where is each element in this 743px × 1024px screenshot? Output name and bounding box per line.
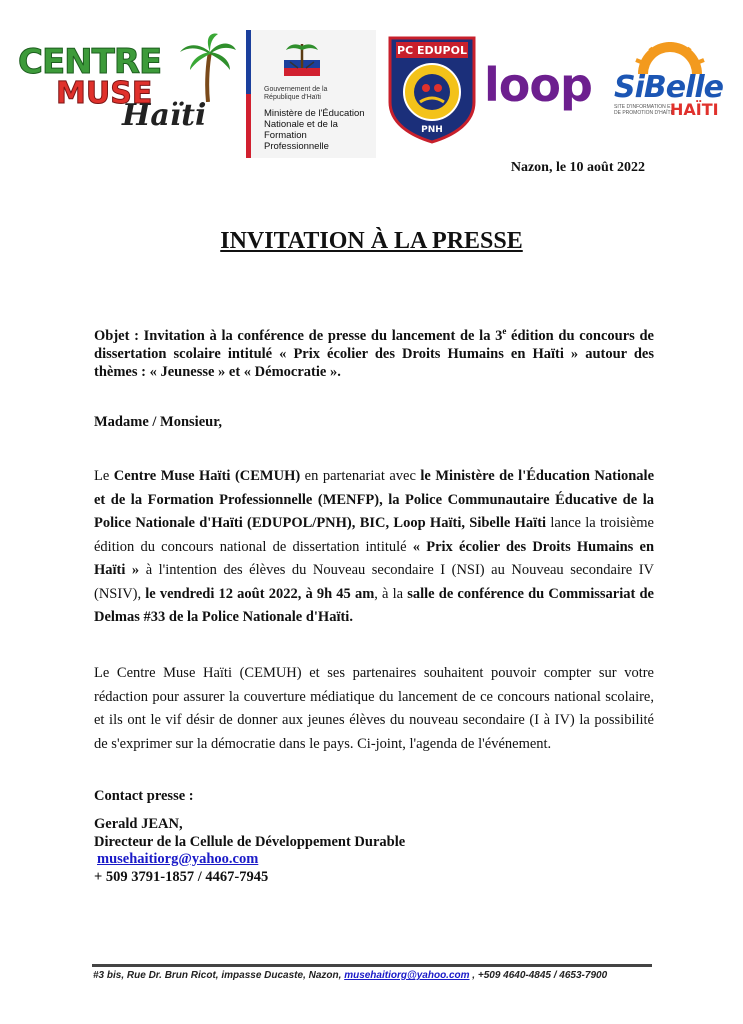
partner-logos — [14, 24, 730, 164]
centre-muse-line1: CENTRE — [18, 42, 162, 82]
contact-phone: + 509 3791-1857 / 4467-7945 — [94, 868, 269, 885]
loop-logo: loop — [484, 58, 592, 112]
subject-superscript: e — [502, 326, 507, 336]
menfp-gov-line2: République d'Haïti — [264, 94, 321, 101]
edupol-badge-icon — [386, 32, 478, 144]
centre-muse-haiti-logo — [18, 32, 238, 142]
para1-bold-2: le Ministère de l'Éducation Nationale et de la Formation Professionnelle (MENFP), la Police Communautaire Éducative de la Police Nationale d'Haïti (EDUPOL/PNH), BIC, Loop Haïti, Sibelle Haïti — [94, 468, 655, 531]
menfp-logo — [246, 30, 376, 158]
subject-line — [94, 322, 654, 381]
body-paragraph-1 — [94, 465, 654, 630]
para1-text-2: en partenariat avec — [300, 468, 421, 484]
footer-address-text: #3 bis, Rue Dr. Brun Ricot, impasse Ducaste, Nazon, — [93, 970, 345, 981]
para1-bold-4: le vendredi 12 août 2022, à 9h 45 am — [145, 585, 375, 602]
body-paragraph-2: Le Centre Muse Haïti (CEMUH) et ses partenaires souhaitent pouvoir compter sur votre rédaction pour assurer la couverture médiatique du lancement de ce concours national scolaire, et ils ont le vif désir de donner aux jeunes élèves du nouveau secondaire (I à IV) la possibilité de s'exprimer sur la démocratie dans le pays. Ci-joint, l'agenda de l'événement. — [94, 665, 654, 752]
sun-rays-icon — [630, 40, 710, 74]
subject-text-before: Objet : Invitation à la conférence de presse du lancement de la 3 — [94, 327, 503, 344]
contact-block — [94, 816, 405, 886]
footer-email-link[interactable]: musehaitiorg@yahoo.com — [344, 970, 470, 981]
footer-divider — [92, 964, 652, 967]
edupol-top-text: PC EDUPOL — [397, 44, 467, 57]
letter-date: Nazon, le 10 août 2022 — [510, 160, 645, 175]
haiti-coat-of-arms-icon — [280, 38, 324, 82]
sibelle-haiti-logo — [612, 40, 730, 140]
footer-phones: , +509 4640-4845 / 4653-7900 — [469, 970, 608, 981]
footer-address — [93, 970, 663, 981]
edupol-bottom-text: PNH — [421, 125, 443, 135]
contact-name: Gerald JEAN, — [94, 816, 183, 832]
menfp-gov-line1: Gouvernement de la — [264, 86, 328, 93]
centre-muse-line2: MUSE — [56, 76, 153, 111]
sibelle-name: SiBelle — [614, 70, 724, 105]
para1-bold-1: Centre Muse Haïti (CEMUH) — [113, 468, 301, 484]
menfp-ministry-name: Ministère de l'Éducation Nationale et de la Formation Professionnelle — [264, 108, 365, 152]
para1-text-3: lance la troisième édition du concours national de dissertation intitulé — [94, 515, 654, 555]
para1-text-4: à l'intention des élèves du Nouveau secondaire I (NSI) au Nouveau secondaire IV (NSIV), — [94, 562, 654, 602]
page-title: INVITATION À LA PRESSE — [220, 228, 523, 254]
para1-bold-5: salle de conférence du Commissariat de Delmas #33 de la Police Nationale d'Haïti. — [94, 585, 654, 625]
subject-text-after: édition du concours de dissertation scolaire intitulé « Prix écolier des Droits Humains en Haïti » autour des thèmes : « Jeunesse » et « Démocratie ». — [94, 327, 654, 380]
para1-text-1: Le — [94, 468, 114, 484]
salutation: Madame / Monsieur, — [94, 414, 222, 430]
palm-tree-icon — [178, 32, 238, 102]
para1-text-5: , à la — [374, 585, 408, 602]
menfp-government-text — [264, 86, 327, 102]
sibelle-country: HAÏTI — [670, 100, 719, 119]
centre-muse-line3: Haïti — [122, 98, 207, 133]
contact-email-link[interactable]: musehaitiorg@yahoo.com — [97, 851, 259, 867]
contact-role: Directeur de la Cellule de Développement Durable — [94, 833, 406, 850]
para1-bold-3: « Prix écolier des Droits Humains en Haïti » — [94, 538, 655, 578]
haiti-flag-bar — [246, 30, 251, 158]
sibelle-tagline: SITE D'INFORMATION ET DE PROMOTION D'HAÏTI — [614, 104, 674, 116]
contact-heading: Contact presse : — [94, 788, 194, 804]
